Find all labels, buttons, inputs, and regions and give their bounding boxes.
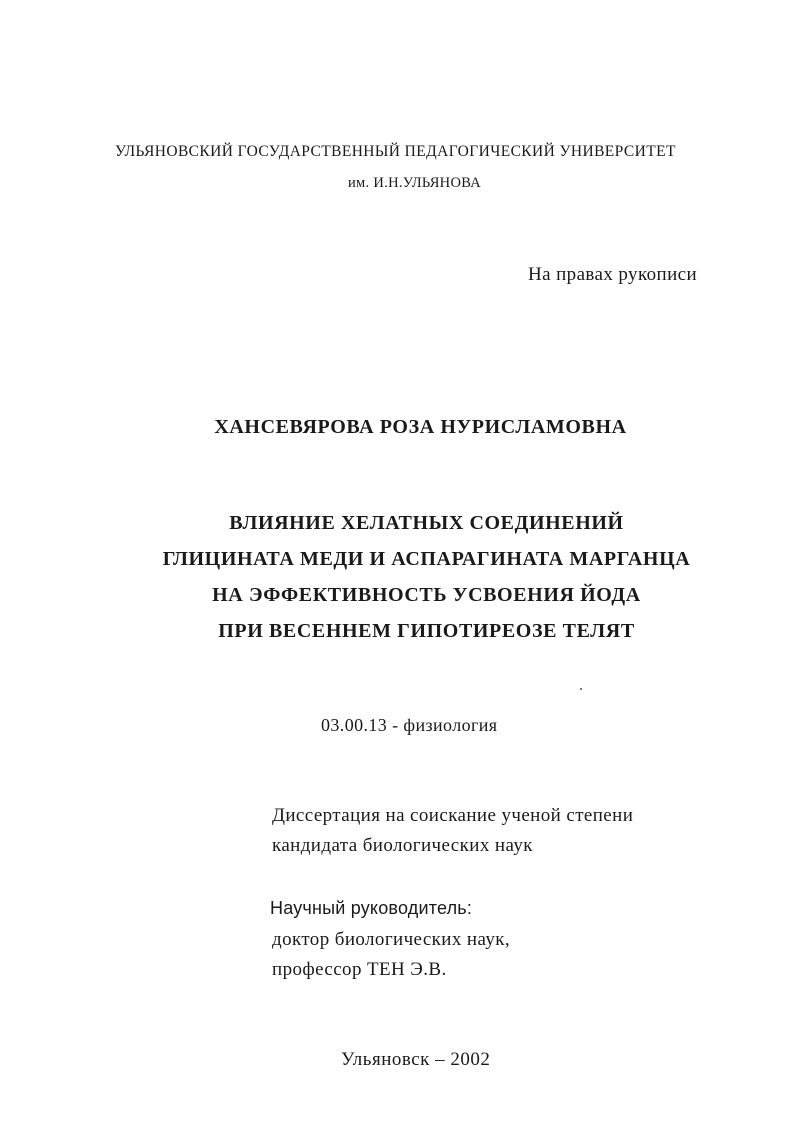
university-subtitle: им. И.Н.УЛЬЯНОВА [348,175,482,191]
supervisor-name: профессор ТЕН Э.В. [272,959,447,980]
university-name: УЛЬЯНОВСКИЙ ГОСУДАРСТВЕННЫЙ ПЕДАГОГИЧЕСКИЙ УНИВЕРСИТЕТ [115,143,676,160]
title-line: НА ЭФФЕКТИВНОСТЬ УСВОЕНИЯ ЙОДА [212,584,641,606]
title-line: ГЛИЦИНАТА МЕДИ И АСПАРАГИНАТА МАРГАНЦА [162,548,691,570]
dissertation-line: кандидата биологических наук [272,835,533,856]
manuscript-note: На правах рукописи [528,264,698,285]
city-year: Ульяновск – 2002 [341,1049,491,1070]
dissertation-line: Диссертация на соискание ученой степени [272,805,634,826]
supervisor-heading: Научный руководитель: [270,898,473,918]
author-name: ХАНСЕВЯРОВА РОЗА НУРИСЛАМОВНА [214,416,627,438]
specialty-code: 03.00.13 - физиология [321,715,498,735]
title-line: ВЛИЯНИЕ ХЕЛАТНЫХ СОЕДИНЕНИЙ [229,512,624,534]
supervisor-degree: доктор биологических наук, [272,929,511,950]
title-line: ПРИ ВЕСЕННЕМ ГИПОТИРЕОЗЕ ТЕЛЯТ [218,620,635,642]
scan-speck [580,688,582,690]
